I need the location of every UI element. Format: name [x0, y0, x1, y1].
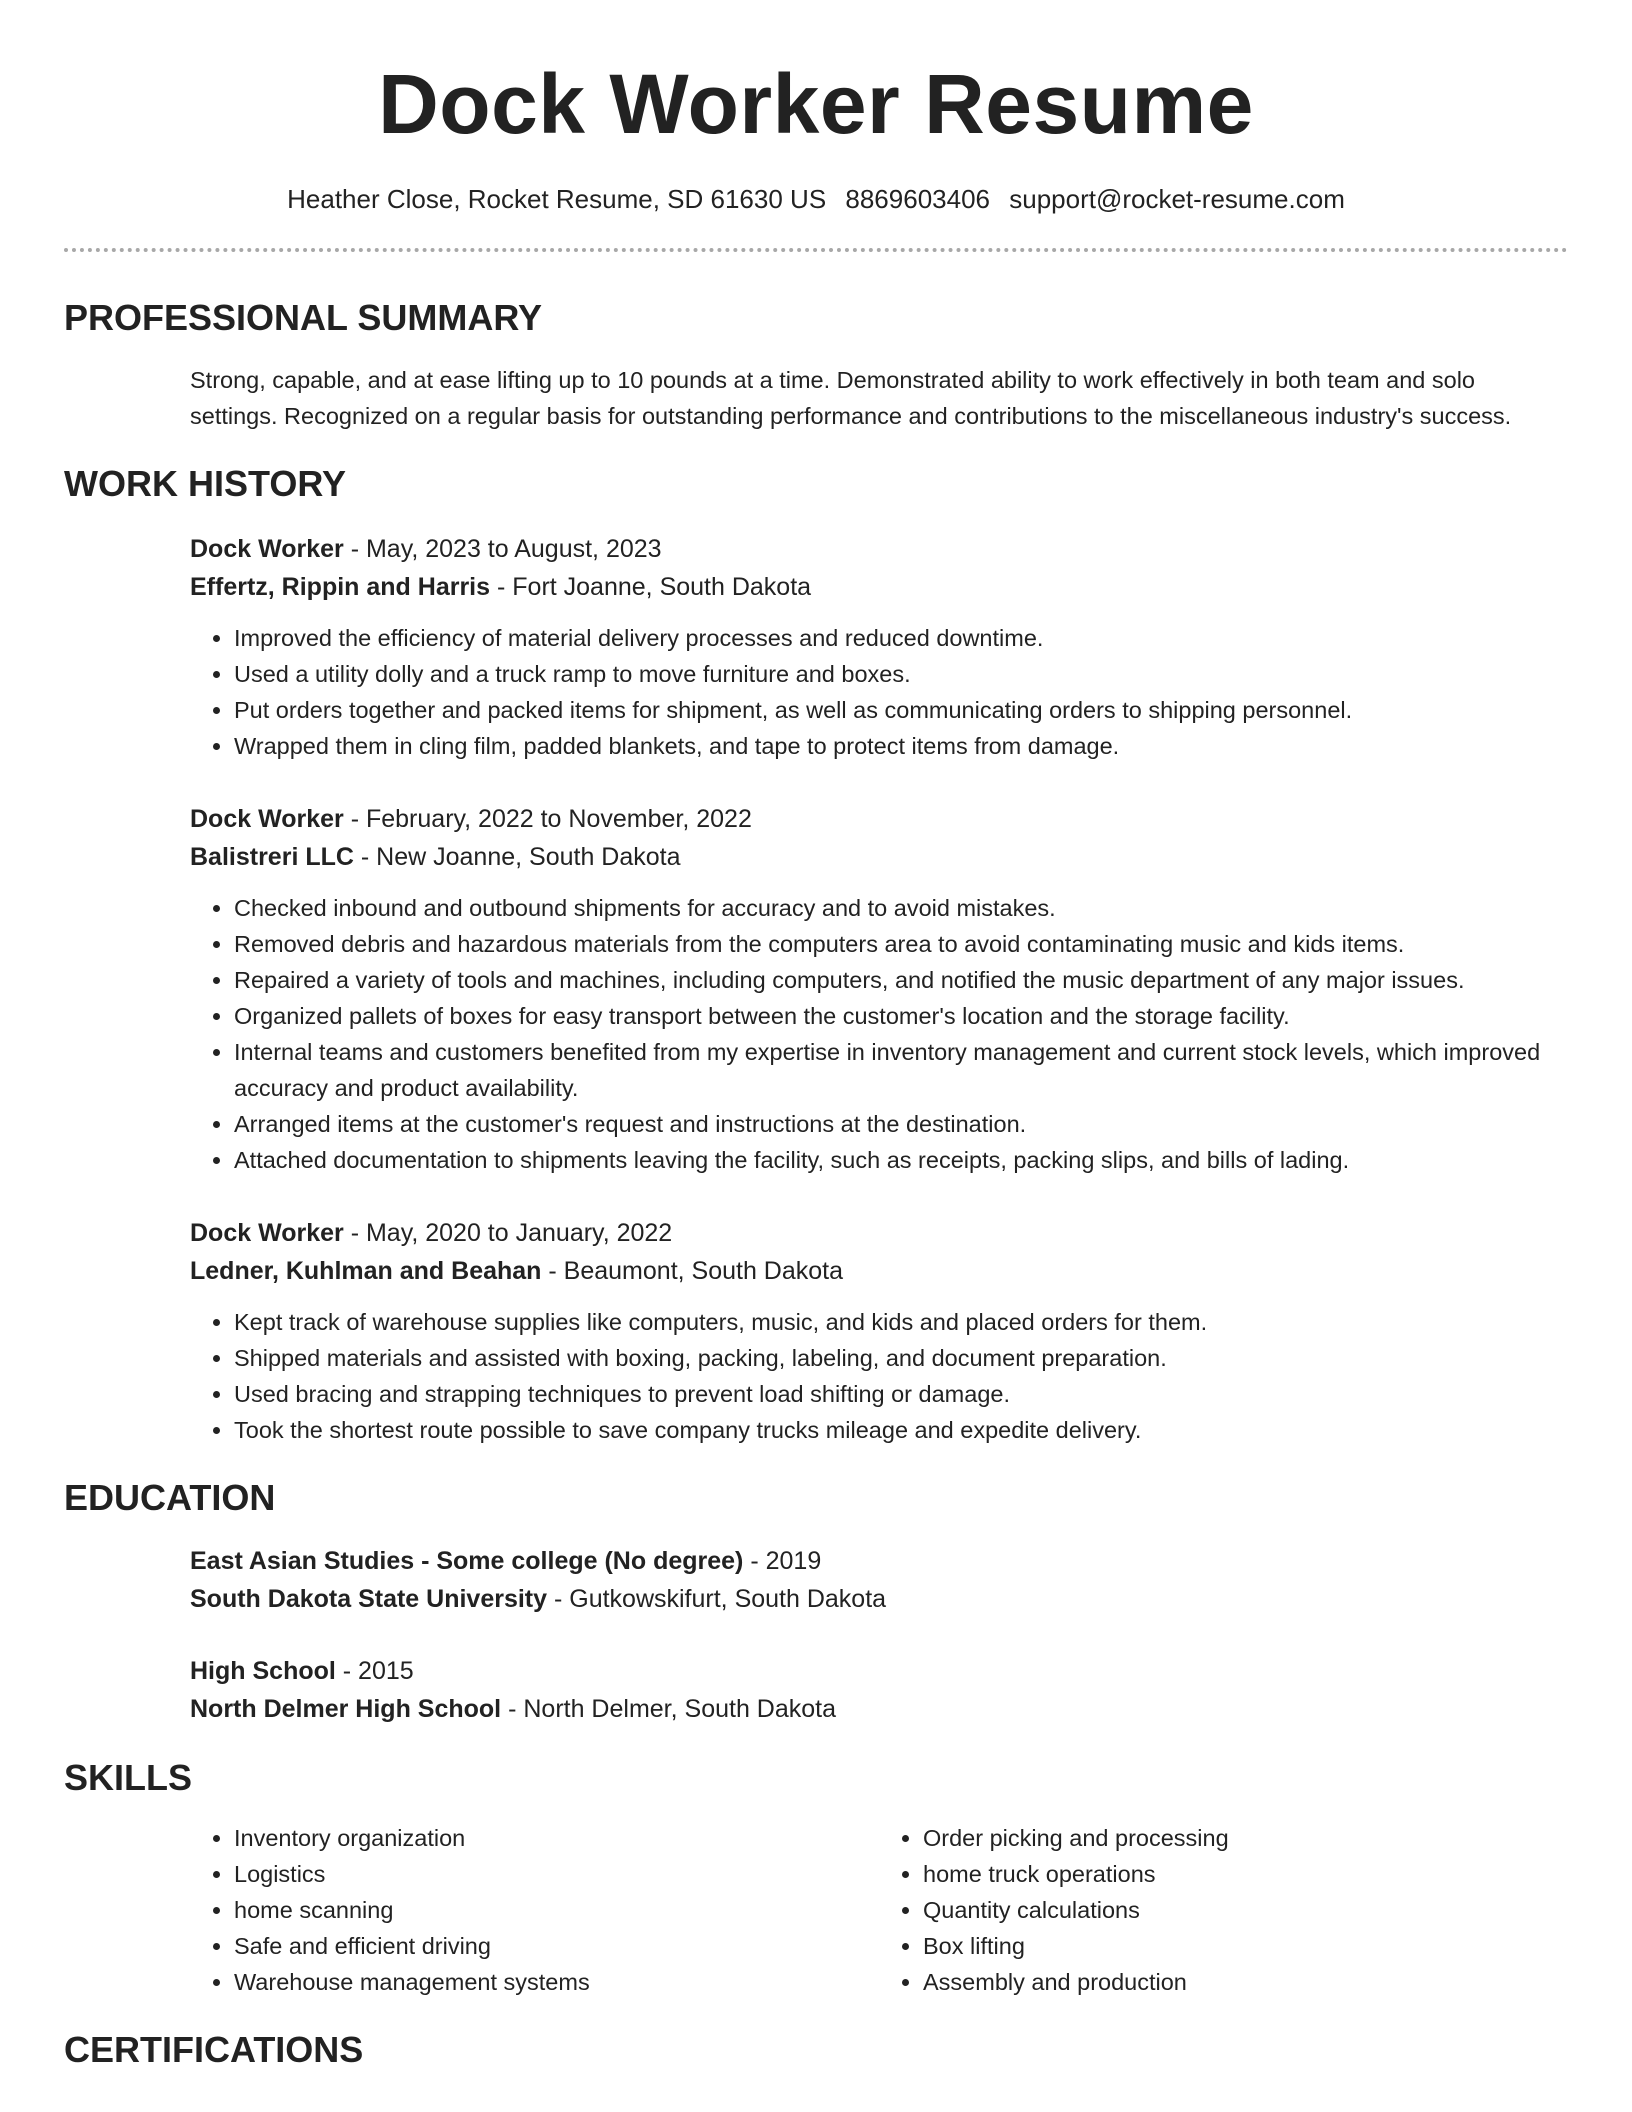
list-item: • Put orders together and packed items for shipment, as well as communicating orders to shipping personnel.	[234, 692, 1568, 728]
job-bullets	[190, 620, 1568, 764]
job-bullets	[190, 1304, 1568, 1448]
job-title: Dock Worker	[190, 1219, 344, 1247]
list-item: • Kept track of warehouse supplies like computers, music, and kids and placed orders for them.	[234, 1304, 1568, 1340]
contact-line	[64, 182, 1568, 216]
education-heading: EDUCATION	[64, 1477, 276, 1518]
contact-email: support@rocket-resume.com	[1009, 184, 1345, 214]
list-item: • Took the shortest route possible to save company trucks mileage and expedite delivery.	[234, 1412, 1568, 1448]
job-company-line	[190, 838, 1568, 876]
education-entry	[190, 1652, 1568, 1728]
list-item: • Attached documentation to shipments leaving the facility, such as receipts, packing slips, and bills of lading.	[234, 1142, 1568, 1178]
job-entry	[190, 1214, 1568, 1448]
education-school: North Delmer High School	[190, 1695, 502, 1723]
contact-phone: 8869603406	[845, 184, 990, 214]
job-title-line	[190, 530, 1568, 568]
education-location: - Gutkowskifurt, South Dakota	[547, 1585, 887, 1613]
job-title: Dock Worker	[190, 535, 344, 563]
certifications-heading: CERTIFICATIONS	[64, 2029, 364, 2070]
skills-heading: SKILLS	[64, 1757, 193, 1798]
list-item: • Inventory organization	[234, 1820, 879, 1856]
list-item: • Repaired a variety of tools and machines, including computers, and notified the music department of any major issues.	[234, 962, 1568, 998]
list-item: • Logistics	[234, 1856, 879, 1892]
skills-grid	[190, 1820, 1568, 2000]
header-divider	[64, 248, 1568, 252]
list-item: • Order picking and processing	[923, 1820, 1568, 1856]
education-school-line	[190, 1580, 1568, 1618]
contact-address: Heather Close, Rocket Resume, SD 61630 US	[287, 184, 827, 214]
job-entry	[190, 530, 1568, 764]
education-location: - North Delmer, South Dakota	[501, 1695, 837, 1723]
list-item: • Internal teams and customers benefited from my expertise in inventory management and current stock levels, which improved accuracy and product availability.	[234, 1034, 1568, 1106]
list-item: • Improved the efficiency of material delivery processes and reduced downtime.	[234, 620, 1568, 656]
list-item: • Used a utility dolly and a truck ramp to move furniture and boxes.	[234, 656, 1568, 692]
job-company: Ledner, Kuhlman and Beahan	[190, 1257, 542, 1285]
list-item: • Used bracing and strapping techniques to prevent load shifting or damage.	[234, 1376, 1568, 1412]
education-year: - 2015	[335, 1657, 414, 1685]
list-item: • home scanning	[234, 1892, 879, 1928]
skills-list-right	[879, 1820, 1568, 2000]
list-item: • Arranged items at the customer's request and instructions at the destination.	[234, 1106, 1568, 1142]
job-location: - Beaumont, South Dakota	[541, 1257, 844, 1285]
resume-page	[64, 0, 1568, 2072]
education-entry	[190, 1542, 1568, 1618]
job-location: - Fort Joanne, South Dakota	[490, 573, 812, 601]
job-company-line	[190, 1252, 1568, 1290]
list-item: • Shipped materials and assisted with boxing, packing, labeling, and document preparation.	[234, 1340, 1568, 1376]
job-bullets	[190, 890, 1568, 1178]
page-title: Dock Worker Resume	[378, 57, 1254, 151]
summary-heading: PROFESSIONAL SUMMARY	[64, 297, 543, 338]
list-item: • Safe and efficient driving	[234, 1928, 879, 1964]
education-degree: High School	[190, 1657, 336, 1685]
skills-list-left	[190, 1820, 879, 2000]
education-degree-line	[190, 1652, 1568, 1690]
education-degree-line	[190, 1542, 1568, 1580]
list-item: • Box lifting	[923, 1928, 1568, 1964]
list-item: • Assembly and production	[923, 1964, 1568, 2000]
job-dates: - May, 2023 to August, 2023	[343, 535, 662, 563]
education-school-line	[190, 1690, 1568, 1728]
job-company: Effertz, Rippin and Harris	[190, 573, 491, 601]
education-year: - 2019	[743, 1547, 822, 1575]
list-item: • Checked inbound and outbound shipments for accuracy and to avoid mistakes.	[234, 890, 1568, 926]
education-school: South Dakota State University	[190, 1585, 548, 1613]
job-title-line	[190, 800, 1568, 838]
summary-text: Strong, capable, and at ease lifting up to 10 pounds at a time. Demonstrated ability to work effectively in both team and solo settings. Recognized on a regular basis for outstanding performance and contributions to the miscellaneous industry's success.	[190, 367, 1512, 429]
list-item: • Organized pallets of boxes for easy transport between the customer's location and the storage facility.	[234, 998, 1568, 1034]
list-item: • Wrapped them in cling film, padded blankets, and tape to protect items from damage.	[234, 728, 1568, 764]
list-item: • Removed debris and hazardous materials from the computers area to avoid contaminating music and kids items.	[234, 926, 1568, 962]
job-dates: - May, 2020 to January, 2022	[343, 1219, 673, 1247]
job-entry	[190, 800, 1568, 1178]
job-location: - New Joanne, South Dakota	[353, 843, 681, 871]
job-title: Dock Worker	[190, 805, 344, 833]
job-dates: - February, 2022 to November, 2022	[343, 805, 752, 833]
list-item: • Quantity calculations	[923, 1892, 1568, 1928]
job-company-line	[190, 568, 1568, 606]
work-history-heading: WORK HISTORY	[64, 463, 347, 504]
list-item: • home truck operations	[923, 1856, 1568, 1892]
education-degree: East Asian Studies - Some college (No degree)	[190, 1547, 744, 1575]
list-item: • Warehouse management systems	[234, 1964, 879, 2000]
job-company: Balistreri LLC	[190, 843, 354, 871]
job-title-line	[190, 1214, 1568, 1252]
